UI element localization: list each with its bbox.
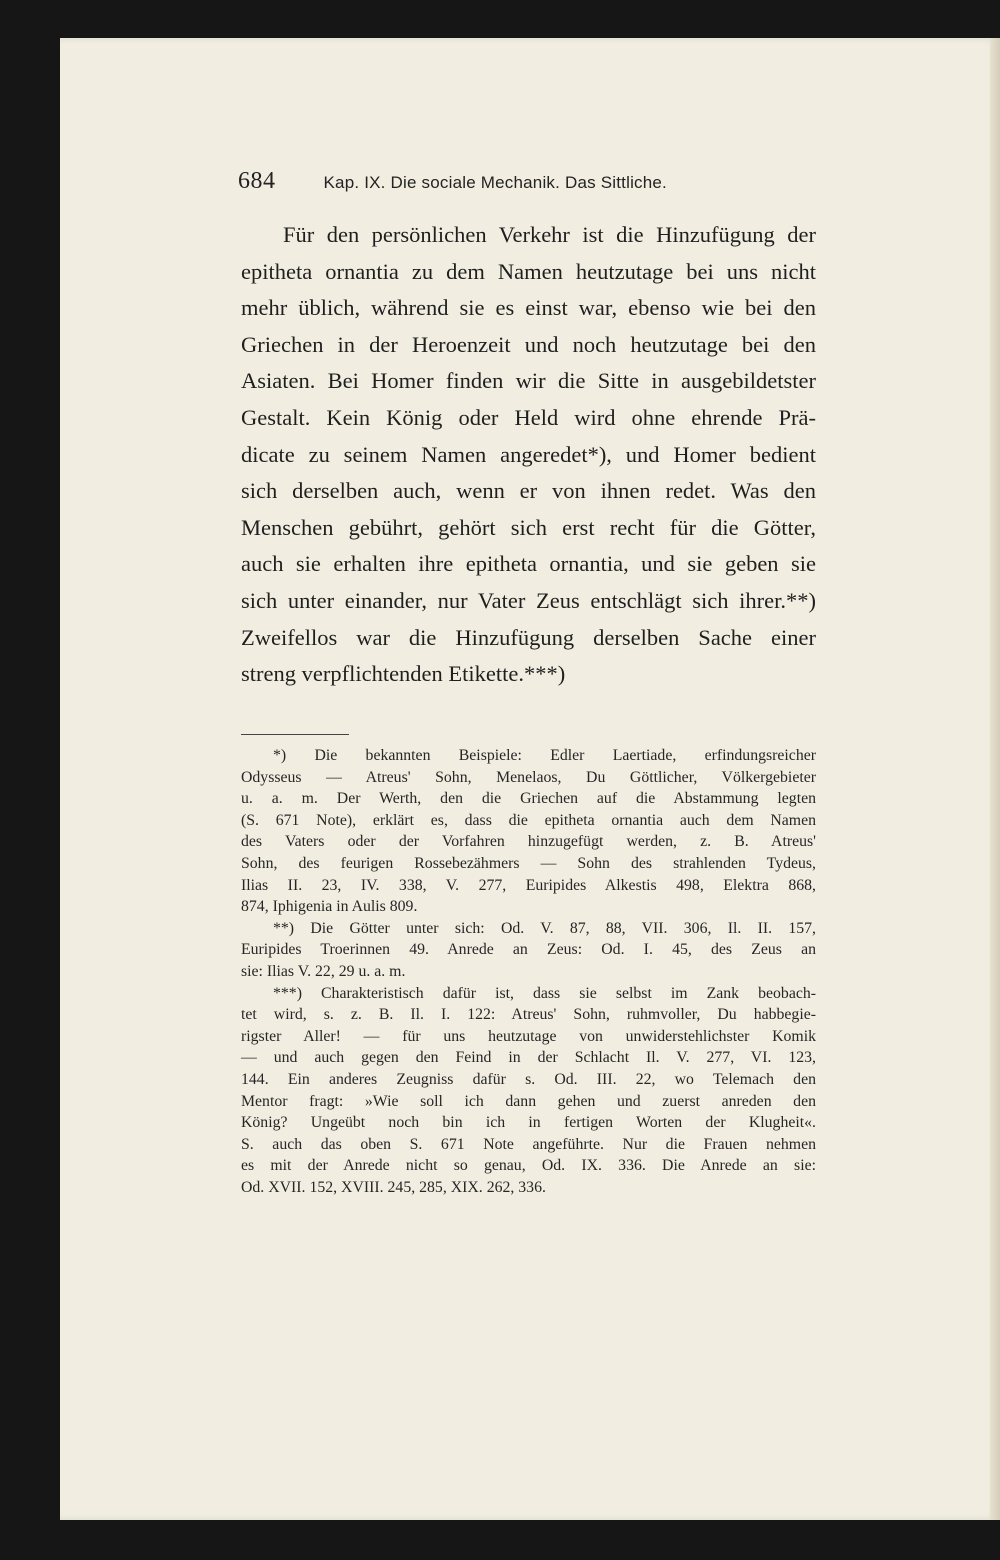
- footnote-line: Sohn, des feurigen Rossebezähmers — Sohn des strahlenden Tydeus,: [241, 854, 816, 872]
- page-number: 684: [238, 168, 276, 194]
- page-header: [238, 168, 798, 195]
- footnote-line: 874, Iphigenia in Aulis 809.: [241, 898, 418, 916]
- footnote-line: S. auch das oben S. 671 Note angeführte. Nur die Frauen nehmen: [241, 1135, 816, 1153]
- footnote-line: es mit der Anrede nicht so genau, Od. IX. 336. Die Anrede an sie:: [241, 1157, 816, 1175]
- text-line: Zweifellos war die Hinzufügung derselben Sache einer: [241, 624, 816, 650]
- text-line: sich derselben auch, wenn er von ihnen redet. Was den: [241, 478, 816, 504]
- running-title: Kap. IX. Die sociale Mechanik. Das Sittliche.: [323, 173, 667, 192]
- footnote-line: Mentor fragt: »Wie soll ich dann gehen und zuerst anreden den: [241, 1092, 816, 1110]
- footnote-line: sie: Ilias V. 22, 29 u. a. m.: [241, 962, 406, 980]
- text-line: Griechen in der Heroenzeit und noch heutzutage bei den: [241, 331, 816, 357]
- text-line: Gestalt. Kein König oder Held wird ohne ehrende Prä-: [241, 404, 816, 430]
- footnote-line: Euripides Troerinnen 49. Anrede an Zeus: Od. I. 45, des Zeus an: [241, 941, 816, 959]
- footnote-separator: [241, 734, 349, 735]
- main-text: [241, 217, 816, 693]
- footnote-line: (S. 671 Note), erklärt es, dass die epitheta ornantia auch dem Namen: [241, 811, 816, 829]
- text-line: mehr üblich, während sie es einst war, ebenso wie bei den: [241, 295, 816, 321]
- text-line: Menschen gebührt, gehört sich erst recht für die Götter,: [241, 514, 816, 540]
- text-line: streng verpflichtenden Etikette.***): [241, 661, 566, 687]
- text-line: epitheta ornantia zu dem Namen heutzutage bei uns nicht: [241, 258, 816, 284]
- footnote-line: König? Ungeübt noch bin ich in fertigen Worten der Klugheit«.: [241, 1114, 816, 1132]
- text-line: Asiaten. Bei Homer finden wir die Sitte in ausgebildetster: [241, 368, 816, 394]
- footnote-line: u. a. m. Der Werth, den die Griechen auf die Abstammung legten: [241, 790, 816, 808]
- text-line: Für den persönlichen Verkehr ist die Hinzufügung der: [283, 222, 816, 247]
- footnote-line: — und auch gegen den Feind in der Schlacht Il. V. 277, VI. 123,: [241, 1049, 816, 1067]
- footnote-line: *) Die bekannten Beispiele: Edler Laertiade, erfindungsreicher: [273, 747, 816, 764]
- footnote-line: ***) Charakteristisch dafür ist, dass sie selbst im Zank beobach-: [273, 984, 816, 1002]
- text-line: dicate zu seinem Namen angeredet*), und Homer bedient: [241, 441, 816, 467]
- footnote-line: 144. Ein anderes Zeugniss dafür s. Od. III. 22, wo Telemach den: [241, 1070, 816, 1088]
- footnote-line: **) Die Götter unter sich: Od. V. 87, 88, VII. 306, Il. II. 157,: [273, 919, 816, 937]
- footnote-line: Odysseus — Atreus' Sohn, Menelaos, Du Göttlicher, Völkergebieter: [241, 768, 816, 786]
- footnote-line: Od. XVII. 152, XVIII. 245, 285, XIX. 262, 336.: [241, 1178, 546, 1196]
- text-line: sich unter einander, nur Vater Zeus entschlägt sich ihrer.**): [241, 587, 816, 613]
- text-line: auch sie erhalten ihre epitheta ornantia, und sie geben sie: [241, 551, 816, 577]
- page-edge: [990, 38, 1000, 1520]
- footnote-line: des Vaters oder der Vorfahren hinzugefügt werden, z. B. Atreus': [241, 833, 816, 851]
- footnote-line: rigster Aller! — für uns heutzutage von unwiderstehlichster Komik: [241, 1027, 816, 1045]
- footnote-line: tet wird, s. z. B. Il. I. 122: Atreus' Sohn, ruhmvoller, Du habbegie-: [241, 1006, 816, 1024]
- footnote-line: Ilias II. 23, IV. 338, V. 277, Euripides Alkestis 498, Elektra 868,: [241, 876, 816, 894]
- footnotes: [241, 745, 816, 1198]
